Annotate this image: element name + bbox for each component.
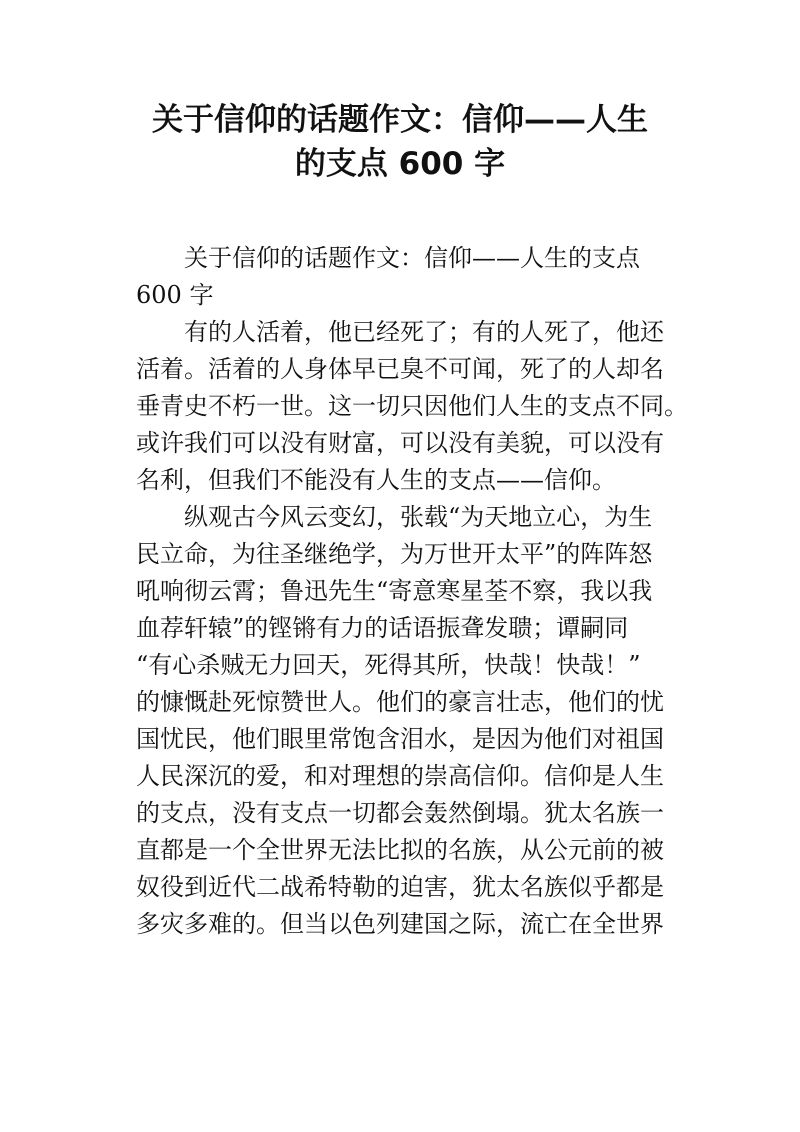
paragraph-history: [136, 499, 666, 943]
text-line: 人民深沉的爱，和对理想的崇高信仰。信仰是人生: [136, 762, 664, 790]
text-line: 民立命，为往圣继绝学，为万世开太平”的阵阵怒: [136, 540, 653, 568]
text-line: 关于信仰的话题作文：信仰——人生的支点: [184, 244, 640, 272]
title-line: 的支点 600 字: [294, 146, 506, 182]
text-line: 奴役到近代二战希特勒的迫害，犹太名族似乎都是: [136, 873, 664, 901]
text-line: 名利，但我们不能没有人生的支点——信仰。: [136, 466, 616, 494]
document-title: [100, 98, 700, 186]
title-line: 关于信仰的话题作文：信仰——人生: [152, 102, 648, 138]
text-line: 吼响彻云霄；鲁迅先生“寄意寒星荃不察，我以我: [136, 577, 653, 605]
text-line: 有的人活着，他已经死了；有的人死了，他还: [184, 318, 664, 346]
text-line: 多灾多难的。但当以色列建国之际，流亡在全世界: [136, 910, 664, 938]
document-body: [136, 240, 688, 943]
text-line: 的慷慨赴死惊赞世人。他们的豪言壮志，他们的忧: [136, 688, 664, 716]
text-line: 纵观古今风云变幻，张载“为天地立心，为生: [184, 503, 653, 531]
text-line: “有心杀贼无力回天，死得其所，快哉！快哉！”: [136, 651, 641, 679]
text-line: 直都是一个全世界无法比拟的名族，从公元前的被: [136, 836, 664, 864]
text-line: 或许我们可以没有财富，可以没有美貌，可以没有: [136, 429, 664, 457]
text-line: 血荐轩辕”的铿锵有力的话语振聋发聩；谭嗣同: [136, 614, 629, 642]
text-line: 活着。活着的人身体早已臭不可闻，死了的人却名: [136, 355, 664, 383]
text-line: 600 字: [136, 281, 214, 309]
text-line: 垂青史不朽一世。这一切只因他们人生的支点不同。: [136, 392, 688, 420]
text-line: 国忧民，他们眼里常饱含泪水，是因为他们对祖国: [136, 725, 664, 753]
paragraph-intro: [136, 314, 688, 499]
paragraph-subtitle: [136, 240, 666, 314]
text-line: 的支点，没有支点一切都会轰然倒塌。犹太名族一: [136, 799, 664, 827]
